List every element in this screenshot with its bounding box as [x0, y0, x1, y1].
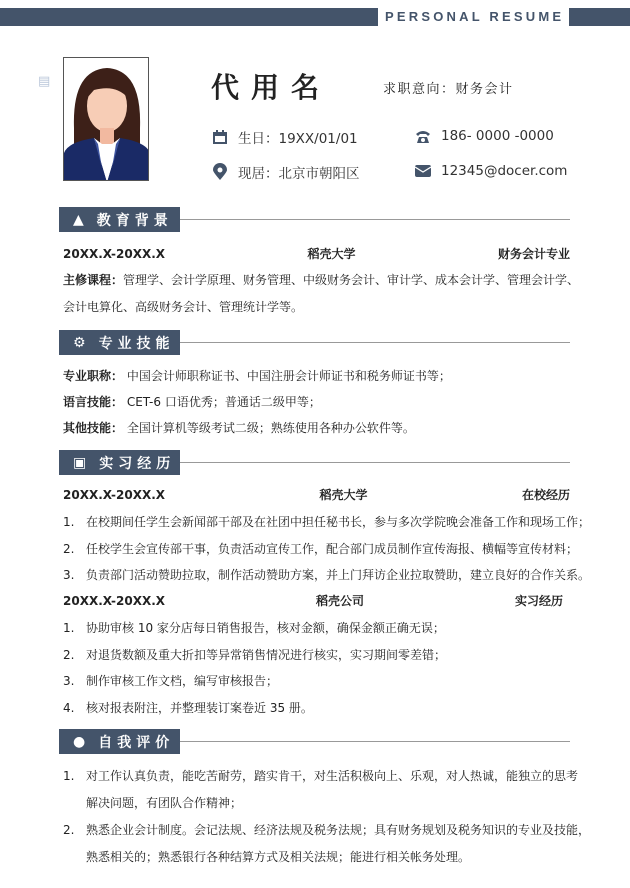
skill-label: 语言技能：: [63, 395, 124, 409]
section-header-education: [59, 207, 180, 232]
item-number: 2.: [63, 648, 75, 662]
skill-value: CET-6 口语优秀；普通话二级甲等；: [126, 395, 321, 409]
item-text: 任校学生会宣传部干事，负责活动宣传工作，配合部门成员制作宣传海报、横幅等宣传材料；: [86, 542, 579, 556]
section-title: 实习经历: [99, 455, 176, 472]
section-title: 自我评价: [98, 734, 175, 751]
candidate-name: 代用名: [211, 71, 332, 104]
job-intent: 求职意向：财务会计: [383, 82, 514, 97]
header-bar-left: [0, 8, 378, 26]
divider: [180, 741, 570, 742]
divider: [180, 219, 570, 220]
item-text: 对工作认真负责，能吃苦耐劳，踏实肯干，对生活积极向上、乐观，对人热诚，能独立的思考: [86, 769, 579, 783]
residence-info: [211, 162, 360, 182]
courses-cont: 会计电算化、高级财务会计、管理统计学等。: [63, 300, 304, 314]
item-number: 2.: [63, 542, 75, 556]
item-number: 3.: [63, 674, 75, 688]
period: 20XX.X-20XX.X: [63, 247, 166, 261]
envelope-icon: [414, 162, 431, 179]
section-header-skills: [59, 330, 180, 355]
item-number: 1.: [63, 621, 75, 635]
skill-item: [63, 395, 570, 409]
skill-value: 中国会计师职称证书、中国注册会计师证书和税务师证书等；: [126, 369, 451, 383]
birthday-text: 生日：19XX/01/01: [238, 131, 358, 147]
courses-text: 管理学、会计学原理、财务管理、中级财务会计、审计学、成本会计学、管理会计学、: [123, 273, 580, 287]
skill-value: 全国计算机等级考试二级；熟练使用各种办公软件等。: [126, 421, 415, 435]
divider: [180, 342, 570, 343]
internship-entry-header: [63, 488, 570, 502]
item-number: 1.: [63, 515, 75, 529]
role: 在校经历: [521, 488, 570, 502]
school: 稻壳大学: [307, 247, 356, 261]
phone-text: 186- 0000 -0000: [441, 127, 554, 144]
item-text: 熟悉企业会计制度。会记法规、经济法规及税务法规；具有财务规划及税务知识的专业及技能，: [86, 823, 591, 837]
phone-icon: [414, 127, 431, 144]
location-pin-icon: [211, 164, 228, 181]
skill-item: [63, 421, 570, 435]
profile-photo[interactable]: [63, 57, 149, 181]
briefcase-icon: ▣: [73, 454, 92, 471]
graduation-cap-icon: ▲: [73, 211, 89, 228]
period: 20XX.X-20XX.X: [63, 488, 166, 502]
item-text: 熟悉相关的；熟悉银行各种结算方式及相关法规；能进行相关帐务处理。: [86, 850, 471, 864]
email-info: [414, 162, 567, 179]
item-text: 核对报表附注，并整理装订案卷近 35 册。: [86, 701, 313, 715]
item-number: 3.: [63, 568, 75, 582]
major: 财务会计专业: [497, 247, 570, 261]
calendar-icon: [211, 129, 228, 146]
item-text: 协助审核 10 家分店每日销售报告，核对金额，确保金额正确无误；: [86, 621, 445, 635]
skill-item: [63, 369, 570, 383]
item-text: 负责部门活动赞助拉取，制作活动赞助方案，并上门拜访企业拉取赞助，建立良好的合作关系。: [86, 568, 591, 582]
education-entry: [63, 247, 570, 261]
organization: 稻壳大学: [319, 488, 368, 502]
item-text: 在校期间任学生会新闻部干部及在社团中担任秘书长，参与多次学院晚会准备工作和现场工作；: [86, 515, 591, 529]
section-title: 教育背景: [96, 212, 173, 229]
email-text[interactable]: 12345@docer.com: [441, 162, 568, 179]
birthday-info: [211, 127, 358, 147]
banner-title: PERSONAL RESUME: [385, 9, 565, 24]
section-title: 专业技能: [98, 335, 175, 352]
item-number: 1.: [63, 769, 75, 783]
phone-info: [414, 127, 554, 144]
period: 20XX.X-20XX.X: [63, 594, 166, 608]
courses-label: 主修课程：: [63, 273, 124, 287]
header-bar-right: [569, 8, 630, 26]
skill-label: 专业职称：: [63, 369, 124, 383]
document-icon[interactable]: ▤: [38, 74, 51, 89]
organization: 稻壳公司: [316, 594, 365, 608]
divider: [180, 462, 570, 463]
role: 实习经历: [514, 594, 563, 608]
section-header-internship: [59, 450, 180, 475]
section-header-self-evaluation: [59, 729, 180, 754]
internship-entry-header: [63, 594, 563, 608]
item-text: 制作审核工作文档，编写审核报告；: [86, 674, 279, 688]
gear-icon: ⚙: [73, 334, 91, 351]
item-number: 4.: [63, 701, 75, 715]
item-text: 解决问题，有团队合作精神；: [86, 796, 243, 810]
item-text: 对退货数额及重大折扣等异常销售情况进行核实，实习期间零差错；: [86, 648, 447, 662]
skill-label: 其他技能：: [63, 421, 124, 435]
residence-text: 现居：北京市朝阳区: [238, 166, 360, 182]
user-icon: ●: [73, 733, 91, 750]
item-number: 2.: [63, 823, 75, 837]
courses: [63, 273, 580, 287]
